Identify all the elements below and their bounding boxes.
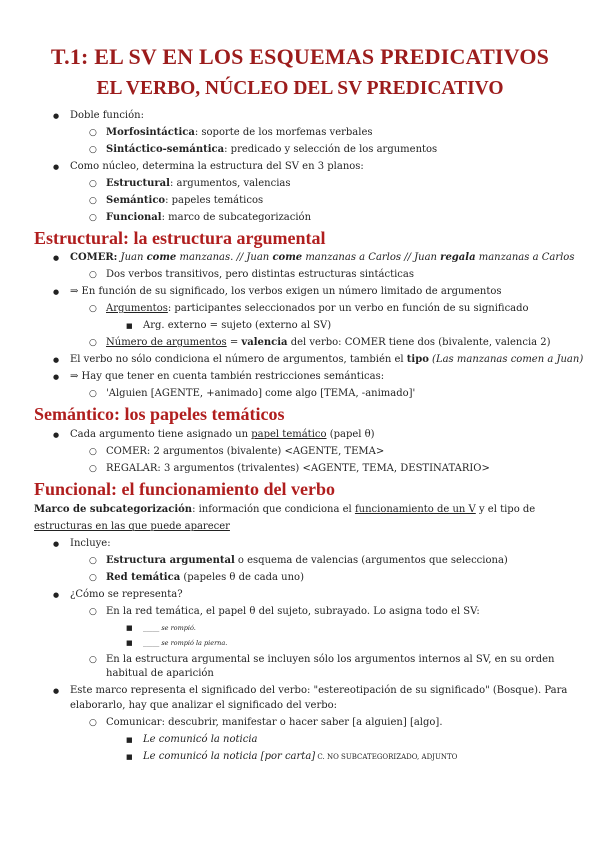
bullet-comer-ejemplo: ● COMER: Juan come manzanas. // Juan come manzanas a Carlos // Juan regala manzanas a Carlos bbox=[70, 252, 574, 264]
bullet-restricciones: ● ⇒ Hay que tener en cuenta también restricciones semánticas: bbox=[70, 371, 384, 383]
bullet-papel-tematico: ● Cada argumento tiene asignado un papel temático (papel θ) bbox=[70, 429, 375, 441]
bullet-semantico: ○ Semántico: papeles temáticos bbox=[106, 195, 263, 207]
bullet-sintactico-semantica: ○ Sintáctico-semántica: predicado y selección de los argumentos bbox=[106, 144, 437, 156]
example-le-comunico: ■ Le comunicó la noticia bbox=[143, 734, 258, 746]
bullet-comunicar: ○ Comunicar: descubrir, manifestar o hacer saber [a alguien] [algo]. bbox=[106, 717, 443, 729]
heading-estructural: Estructural: la estructura argumental bbox=[34, 228, 326, 248]
heading-funcional: Funcional: el funcionamiento del verbo bbox=[34, 479, 335, 499]
bullet-doble-funcion: ● Doble función: bbox=[70, 110, 144, 122]
page-title: T.1: EL SV EN LOS ESQUEMAS PREDICATIVOS bbox=[50, 44, 550, 69]
bullet-incluye: ● Incluye: bbox=[70, 538, 111, 550]
bullet-estructura-line2: habitual de aparición bbox=[106, 668, 214, 679]
bullet-funcion-significado: ● ⇒ En función de su significado, los verbos exigen un número limitado de argumentos bbox=[70, 286, 502, 298]
paragraph-marco-line2: estructuras en las que puede aparecer bbox=[34, 521, 230, 532]
bullet-funcional: ○ Funcional: marco de subcategorización bbox=[106, 212, 311, 224]
heading-semantico: Semántico: los papeles temáticos bbox=[34, 404, 285, 424]
paragraph-marco-subcategorizacion: Marco de subcategorización: información que condiciona el funcionamiento de un V y el tipo de bbox=[34, 504, 536, 515]
bullet-comer-argumentos: ○ COMER: 2 argumentos (bivalente) <AGENTE, TEMA> bbox=[106, 446, 384, 458]
bullet-estructura-argumental-internos: ○ En la estructura argumental se incluyen sólo los argumentos internos al SV, en su orden bbox=[106, 654, 567, 666]
bullet-tipo: ● El verbo no sólo condiciona el número de argumentos, también el tipo (Las manzanas comen a Juan) bbox=[70, 354, 583, 366]
bullet-alguien-come: ○ 'Alguien [AGENTE, +animado] come algo [TEMA, -animado]' bbox=[106, 388, 415, 400]
bullet-marco-line2: elaborarlo, hay que analizar el significado del verbo: bbox=[70, 700, 338, 711]
bullet-marco-significado: ● Este marco representa el significado del verbo: "estereotipación de su significado" (Bosque). Para bbox=[70, 685, 567, 697]
example-le-comunico-carta: ■ Le comunicó la noticia [por carta] C. NO SUBCATEGORIZADO, ADJUNTO bbox=[143, 751, 457, 763]
bullet-morfosintactica: ○ Morfosintáctica: soporte de los morfemas verbales bbox=[106, 127, 373, 139]
bullet-estructural: ○ Estructural: argumentos, valencias bbox=[106, 178, 291, 190]
example-se-rompio: ■ _____ se rompió. bbox=[143, 622, 196, 634]
bullet-red-tematica-sujeto: ○ En la red temática, el papel θ del sujeto, subrayado. Lo asigna todo el SV: bbox=[106, 606, 480, 618]
bullet-numero-argumentos: ○ Número de argumentos = valencia del verbo: COMER tiene dos (bivalente, valencia 2) bbox=[106, 337, 551, 349]
bullet-dos-transitivos: ○ Dos verbos transitivos, pero distintas estructuras sintácticas bbox=[106, 269, 414, 281]
page-subtitle: EL VERBO, NÚCLEO DEL SV PREDICATIVO bbox=[96, 78, 504, 99]
bullet-arg-externo: ■ Arg. externo = sujeto (externo al SV) bbox=[143, 320, 331, 332]
bullet-como-representa: ● ¿Cómo se representa? bbox=[70, 589, 183, 601]
bullet-estructura-argumental: ○ Estructura argumental o esquema de valencias (argumentos que selecciona) bbox=[106, 555, 508, 567]
bullet-argumentos: ○ Argumentos: participantes seleccionados por un verbo en función de su significado bbox=[106, 303, 529, 315]
example-se-rompio-pierna: ■ _____ se rompió la pierna. bbox=[143, 637, 227, 649]
bullet-red-tematica: ○ Red temática (papeles θ de cada uno) bbox=[106, 572, 304, 584]
bullet-como-nucleo: ● Como núcleo, determina la estructura del SV en 3 planos: bbox=[70, 161, 364, 173]
bullet-regalar-argumentos: ○ REGALAR: 3 argumentos (trivalentes) <AGENTE, TEMA, DESTINATARIO> bbox=[106, 463, 490, 475]
